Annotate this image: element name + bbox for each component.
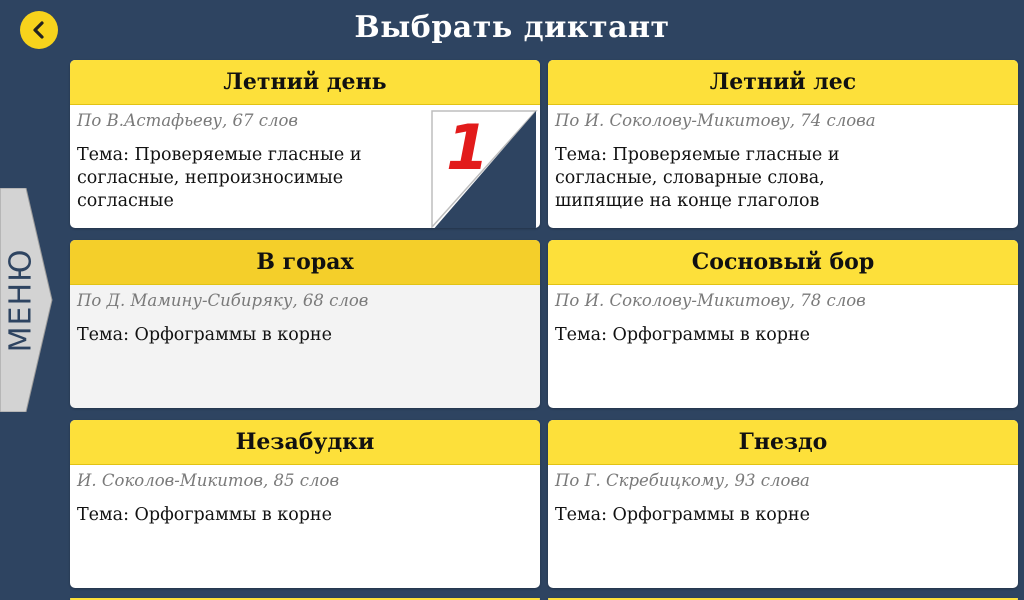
card-author: По В.Астафьеву, 67 слов: [77, 111, 299, 130]
card-title: Летний лес: [548, 60, 1018, 105]
card-topic: Тема: Орфограммы в корне: [555, 505, 810, 525]
dictation-card-sosnoviy-bor[interactable]: [548, 240, 1018, 408]
card-topic: Тема: Проверяемые гласные и согласные, словарные слова, шипящие на конце глаголов: [555, 145, 840, 211]
completion-badge: [428, 107, 540, 228]
dictation-card-v-gorah[interactable]: [70, 240, 540, 408]
card-title: Незабудки: [70, 420, 540, 465]
card-topic: Тема: Орфограммы в корне: [77, 325, 332, 345]
page-title: Выбрать диктант: [354, 10, 670, 45]
card-author: По И. Соколову-Микитову, 74 слова: [555, 111, 876, 130]
card-title: Гнездо: [548, 420, 1018, 465]
card-title: В горах: [70, 240, 540, 285]
card-topic: Тема: Проверяемые гласные и согласные, непроизносимые согласные: [77, 145, 362, 211]
card-author: По И. Соколову-Микитову, 78 слов: [555, 291, 866, 310]
card-title: Сосновый бор: [548, 240, 1018, 285]
menu-tab[interactable]: [0, 188, 54, 412]
card-title: Летний день: [70, 60, 540, 105]
dictation-card-leтний-den[interactable]: [70, 60, 540, 228]
badge-number: 1: [446, 111, 490, 184]
card-topic: Тема: Орфограммы в корне: [555, 325, 810, 345]
dictation-card-gnezdo[interactable]: [548, 420, 1018, 588]
menu-label: МЕНЮ: [3, 248, 39, 352]
card-author: По Г. Скребицкому, 93 слова: [555, 471, 810, 490]
dictation-card-nezabudki[interactable]: [70, 420, 540, 588]
card-author: И. Соколов-Микитов, 85 слов: [77, 471, 340, 490]
dictation-card-letniy-les[interactable]: [548, 60, 1018, 228]
card-author: По Д. Мамину-Сибиряку, 68 слов: [77, 291, 369, 310]
card-topic: Тема: Орфограммы в корне: [77, 505, 332, 525]
